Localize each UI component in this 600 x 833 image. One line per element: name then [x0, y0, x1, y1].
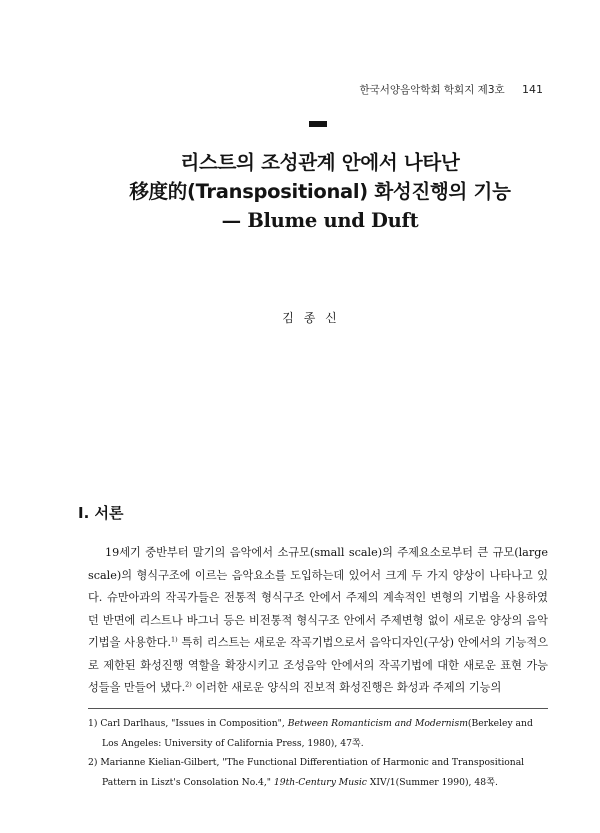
running-header: [0, 82, 543, 97]
article-title: [60, 148, 580, 235]
journal-name: 한국서양음악학회 학회지 제3호: [359, 84, 505, 96]
title-line-1: 리스트의 조성관계 안에서 나타난: [180, 151, 460, 174]
title-ornament-rule: [309, 121, 327, 127]
footnote-2: [88, 753, 550, 792]
footnote-2-text: Marianne Kielian-Gilbert, "The Functional Differentiation of Harmonic and Transpositional Pattern in Liszt's Consolation No.4,": [100, 757, 525, 788]
footnote-2-number: 2): [88, 757, 98, 768]
title-line-3: — Blume und Duft: [221, 209, 419, 232]
footnotes: [88, 714, 550, 792]
footnote-ref-1[interactable]: 1): [171, 635, 178, 644]
title-line-2: 移度的(Transpositional) 화성진행의 기능: [129, 180, 511, 203]
paragraph-text-c: 이러한 새로운 양식의 진보적 화성진행은 화성과 주제의 기능의: [191, 681, 502, 694]
footnote-1-publication: (Berkeley and Los Angeles: University of California Press, 1980), 47쪽.: [102, 718, 533, 749]
body-paragraph: [88, 542, 548, 700]
footnote-1-book-title: Between Romanticism and Modernism: [287, 718, 468, 729]
footnote-1-number: 1): [88, 718, 98, 729]
paragraph-text-b: 특히 리스트는 새로운 작곡기법으로서 음악디자인(구상) 안에서의 기능적으로 제한된 화성진행 역할을 확장시키고 조성음악 안에서의 작곡기법에 대한 새로운 표현 가능성들을 만들어 냈다.: [88, 636, 549, 694]
footnote-1: [88, 714, 550, 753]
footnote-2-journal-title: 19th-Century Music: [273, 776, 367, 788]
page-number: 141: [522, 83, 543, 96]
footnote-divider: [88, 708, 548, 709]
paragraph-text-a: 19세기 중반부터 말기의 음악에서 소규모(small scale)의 주제요소로부터 큰 규모(large scale)의 형식구조에 이르는 음악요소를 도입하는데 있어서 크게 두 가지 양상이 나타나고 있다. 슈만아과의 작곡가들은 전통적 형식구조 안에서 주제의 계속적인 변형의 기법을 사용하였던 반면에 리스트나 바그너 등은 비전통적 형식구조 안에서 주제변형 없이 새로운 양상의 음악기법을 사용한다.: [88, 546, 548, 649]
footnote-2-publication: XIV/1(Summer 1990), 48쪽.: [366, 776, 498, 788]
author-name: 김 종 신: [282, 311, 340, 325]
footnote-ref-2[interactable]: 2): [185, 680, 192, 689]
section-heading: I. 서론: [78, 504, 124, 522]
footnote-1-text: Carl Darlhaus, "Issues in Composition",: [100, 718, 288, 729]
